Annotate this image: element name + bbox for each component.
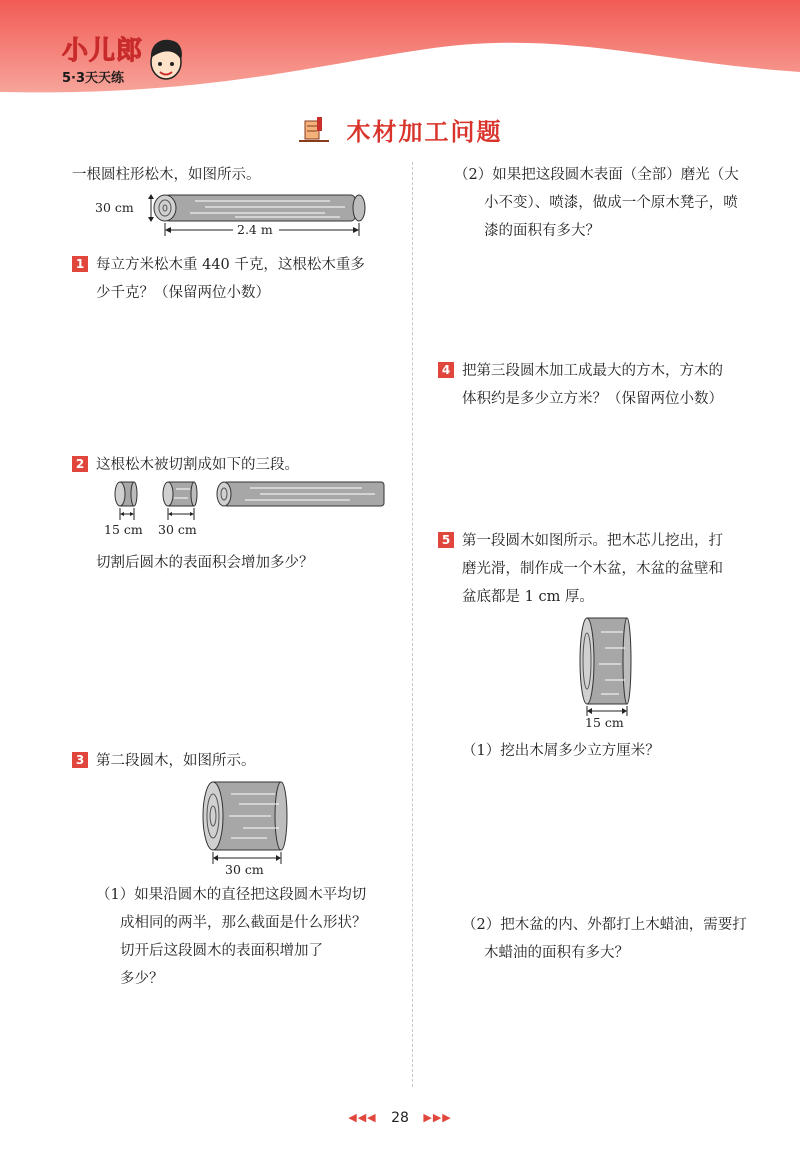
page-title-row — [0, 112, 800, 147]
first-segment-figure — [575, 614, 645, 730]
right-arrows-icon: ▶▶▶ — [423, 1111, 452, 1124]
q3-number: 3 — [72, 752, 88, 768]
page-footer — [0, 1110, 800, 1126]
q5-sub2-line-2: 木蜡油的面积有多大？ — [484, 945, 629, 961]
q3-sub2-line-2: 小不变）、喷漆，做成一个原木凳子，喷 — [484, 195, 738, 211]
logo-sub-text: 5·3天天练 — [62, 71, 125, 86]
first-segment-label: 15 cm — [585, 715, 624, 730]
q3-sub2-line-1: （2）如果把这段圆木表面（全部）磨光（大 — [454, 167, 739, 183]
page-number: 28 — [391, 1110, 409, 1126]
q5-line-3: 盆底都是 1 cm 厚。 — [462, 589, 594, 605]
logo-main-text: 小儿郎 — [62, 36, 144, 66]
intro-text: 一根圆柱形松木，如图所示。 — [72, 167, 261, 183]
q5-line-2: 磨光滑，制作成一个木盆，木盆的盆壁和 — [462, 561, 723, 577]
segment-b-label: 30 cm — [158, 522, 197, 537]
q3-sub1-line-3: 切开后这段圆木的表面积增加了 — [120, 943, 323, 959]
q3-sub2-line-3: 漆的面积有多大？ — [484, 223, 600, 239]
q5-sub2-line-1: （2）把木盆的内、外都打上木蜡油，需要打 — [462, 917, 747, 933]
q2-number: 2 — [72, 456, 88, 472]
q5-sub1: （1）挖出木屑多少立方厘米？ — [462, 743, 660, 759]
q3-line-1: 3 第二段圆木，如图所示。 — [72, 746, 256, 776]
mascot-boy-icon — [146, 34, 186, 86]
left-arrows-icon: ◀◀◀ — [348, 1111, 377, 1124]
q2-question: 切割后圆木的表面积会增加多少？ — [96, 555, 314, 571]
log-diameter-label: 30 cm — [95, 200, 134, 215]
header-band — [0, 0, 800, 100]
segment-a-label: 15 cm — [104, 522, 143, 537]
q5-number: 5 — [438, 532, 454, 548]
second-segment-label: 30 cm — [225, 862, 264, 876]
q5-line-1: 5 第一段圆木如图所示。把木芯儿挖出，打 — [438, 526, 723, 556]
log-length-label: 2.4 m — [237, 222, 273, 237]
q4-line-2: 体积约是多少立方米？（保留两位小数） — [462, 391, 723, 407]
q4-number: 4 — [438, 362, 454, 378]
log-figure — [95, 188, 375, 244]
q1-line-1: 1 每立方米松木重 440 千克，这根松木重多 — [72, 250, 365, 280]
q1-line-2: 少千克？（保留两位小数） — [96, 285, 270, 301]
woodworking-icon — [297, 115, 331, 145]
q3-sub1-line-2: 成相同的两半，那么截面是什么形状？ — [120, 915, 367, 931]
q4-line-1: 4 把第三段圆木加工成最大的方木，方木的 — [438, 356, 723, 386]
page-title: 木材加工问题 — [346, 118, 503, 146]
three-segments-figure — [100, 476, 390, 540]
q3-sub1-line-1: （1）如果沿圆木的直径把这段圆木平均切 — [96, 887, 367, 903]
q1-number: 1 — [72, 256, 88, 272]
second-segment-figure — [195, 776, 305, 876]
q3-sub1-line-4: 多少？ — [120, 971, 164, 987]
logo — [62, 30, 143, 86]
column-divider — [412, 162, 413, 1087]
q2-line-1: 2 这根松木被切割成如下的三段。 — [72, 450, 299, 480]
